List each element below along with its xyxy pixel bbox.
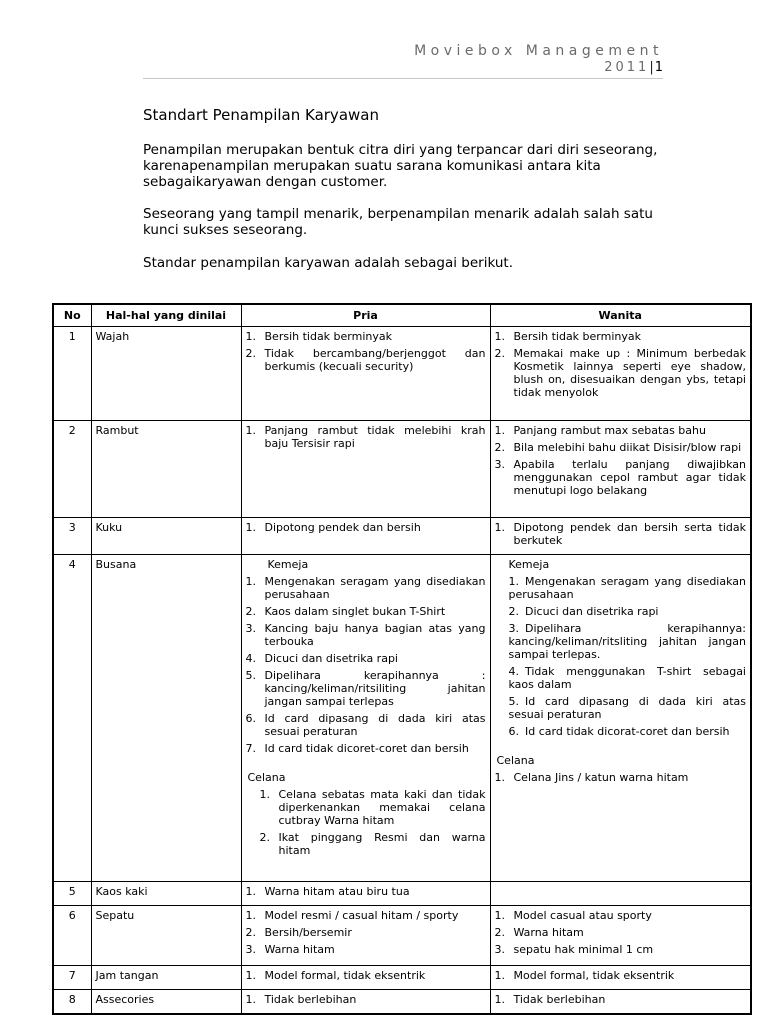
pria-cell [241, 990, 490, 1014]
wanita-cell [490, 882, 751, 906]
table-row [53, 555, 751, 882]
header-wanita: Wanita [490, 304, 751, 327]
page-header [143, 42, 663, 76]
row-item: Kuku [91, 518, 241, 555]
row-no: 1 [53, 327, 91, 421]
list-item: 1. Warna hitam atau biru tua [245, 885, 410, 898]
pria-cell [241, 555, 490, 882]
list-item: 1. Model formal, tidak eksentrik [245, 969, 426, 982]
list-item: 6. Id card dipasang di dada kiri atas sesuai peraturan [245, 712, 486, 738]
list-item: 1. Model formal, tidak eksentrik [494, 969, 675, 982]
pria-celana-label: Celana [247, 771, 286, 784]
wanita-cell [490, 421, 751, 518]
document-title: Standart Penampilan Karyawan [143, 106, 379, 124]
header-no: No [53, 304, 91, 327]
header-item: Hal-hal yang dinilai [91, 304, 241, 327]
list-item: 1. Celana sebatas mata kaki dan tidak diperkenankan memakai celana cutbray Warna hitam [259, 788, 486, 827]
wanita-celana-label: Celana [496, 754, 535, 767]
row-item: Wajah [91, 327, 241, 421]
list-item: 7. Id card tidak dicoret-coret dan bersih [245, 742, 469, 755]
list-item: 1. Dipotong pendek dan bersih [245, 521, 421, 534]
list-item: 5. Dipelihara kerapihannya : kancing/keliman/ritsiliting jahitan jangan sampai terlepas [245, 669, 486, 708]
list-item: 1. Tidak berlebihan [245, 993, 357, 1006]
list-item: 1. Mengenakan seragam yang disediakan perusahaan [508, 575, 746, 601]
list-item: 5. Id card dipasang di dada kiri atas sesuai peraturan [508, 695, 746, 721]
table-row [53, 421, 751, 518]
row-no: 6 [53, 906, 91, 966]
list-item: 2. Bersih/bersemir [245, 926, 352, 939]
list-item: 4. Tidak menggunakan T-shirt sebagai kaos dalam [508, 665, 746, 691]
pria-cell [241, 906, 490, 966]
list-item: 1. Dipotong pendek dan bersih serta tidak berkutek [494, 521, 746, 547]
list-item: 4. Dicuci dan disetrika rapi [245, 652, 398, 665]
table-row [53, 518, 751, 555]
list-item: 1. Bersih tidak berminyak [494, 330, 641, 343]
list-item: 2. Ikat pinggang Resmi dan warna hitam [259, 831, 486, 857]
list-item: 2. Warna hitam [494, 926, 584, 939]
pria-cell [241, 882, 490, 906]
row-no: 4 [53, 555, 91, 882]
wanita-cell [490, 518, 751, 555]
row-no: 5 [53, 882, 91, 906]
list-item: 1. Panjang rambut max sebatas bahu [494, 424, 706, 437]
list-item: 3. Warna hitam [245, 943, 335, 956]
list-item: 3. Dipelihara kerapihannya: kancing/keliman/ritsliting jahitan jangan sampai terlepas. [508, 622, 746, 661]
table-row [53, 906, 751, 966]
year: 2011 [604, 60, 650, 75]
wanita-cell [490, 906, 751, 966]
header-rule [143, 78, 663, 79]
row-item: Rambut [91, 421, 241, 518]
paragraph-3: Standar penampilan karyawan adalah sebagai berikut. [143, 255, 514, 271]
wanita-cell [490, 990, 751, 1014]
row-no: 2 [53, 421, 91, 518]
table-row [53, 327, 751, 421]
wanita-kemeja-label: Kemeja [508, 558, 550, 571]
list-item: 1. Bersih tidak berminyak [245, 330, 392, 343]
pria-cell [241, 421, 490, 518]
list-item: 1. Model casual atau sporty [494, 909, 652, 922]
row-item: Assecories [91, 990, 241, 1014]
list-item: 2. Kaos dalam singlet bukan T-Shirt [245, 605, 446, 618]
table-header-row [53, 304, 751, 327]
header-separator: | [649, 60, 655, 75]
row-item: Jam tangan [91, 966, 241, 990]
list-item: 1. Mengenakan seragam yang disediakan perusahaan [245, 575, 486, 601]
table-row [53, 990, 751, 1014]
wanita-cell [490, 555, 751, 882]
list-item: 2. Dicuci dan disetrika rapi [508, 605, 659, 618]
year-page-line [143, 60, 663, 76]
list-item: 1. Tidak berlebihan [494, 993, 606, 1006]
pria-cell [241, 327, 490, 421]
list-item: 2. Tidak bercambang/berjenggot dan berkumis (kecuali security) [245, 347, 486, 373]
row-no: 3 [53, 518, 91, 555]
list-item: 3. sepatu hak minimal 1 cm [494, 943, 654, 956]
list-item: 3. Apabila terlalu panjang diwajibkan menggunakan cepol rambut agar tidak menutupi logo belakang [494, 458, 746, 497]
table-row [53, 882, 751, 906]
page-number: 1 [654, 60, 663, 75]
appearance-standard-table [52, 303, 752, 1015]
row-item: Busana [91, 555, 241, 882]
table-row [53, 966, 751, 990]
wanita-cell [490, 966, 751, 990]
row-no: 7 [53, 966, 91, 990]
pria-cell [241, 966, 490, 990]
row-item: Kaos kaki [91, 882, 241, 906]
row-no: 8 [53, 990, 91, 1014]
pria-kemeja-label: Kemeja [267, 558, 309, 571]
brand-name: Moviebox Management [414, 43, 663, 59]
list-item: 3. Kancing baju hanya bagian atas yang terbouka [245, 622, 486, 648]
header-pria: Pria [241, 304, 490, 327]
paragraph-1: Penampilan merupakan bentuk citra diri yang terpancar dari diri seseorang, karenapenampilan merupakan suatu sarana komunikasi antara kita sebagaikaryawan dengan customer. [143, 142, 658, 190]
wanita-cell [490, 327, 751, 421]
row-item: Sepatu [91, 906, 241, 966]
list-item: 1. Panjang rambut tidak melebihi krah baju Tersisir rapi [245, 424, 486, 450]
list-item: 6. Id card tidak dicorat-coret dan bersih [508, 725, 730, 738]
pria-cell [241, 518, 490, 555]
list-item: 1. Celana Jins / katun warna hitam [494, 771, 689, 784]
list-item: 1. Model resmi / casual hitam / sporty [245, 909, 459, 922]
list-item: 2. Memakai make up : Minimum berbedak Kosmetik lainnya seperti eye shadow, blush on, disesuaikan dengan ybs, tetapi tidak menyolok [494, 347, 746, 399]
list-item: 2. Bila melebihi bahu diikat Disisir/blow rapi [494, 441, 742, 454]
paragraph-2: Seseorang yang tampil menarik, berpenampilan menarik adalah salah satu kunci sukses seseorang. [143, 206, 653, 238]
